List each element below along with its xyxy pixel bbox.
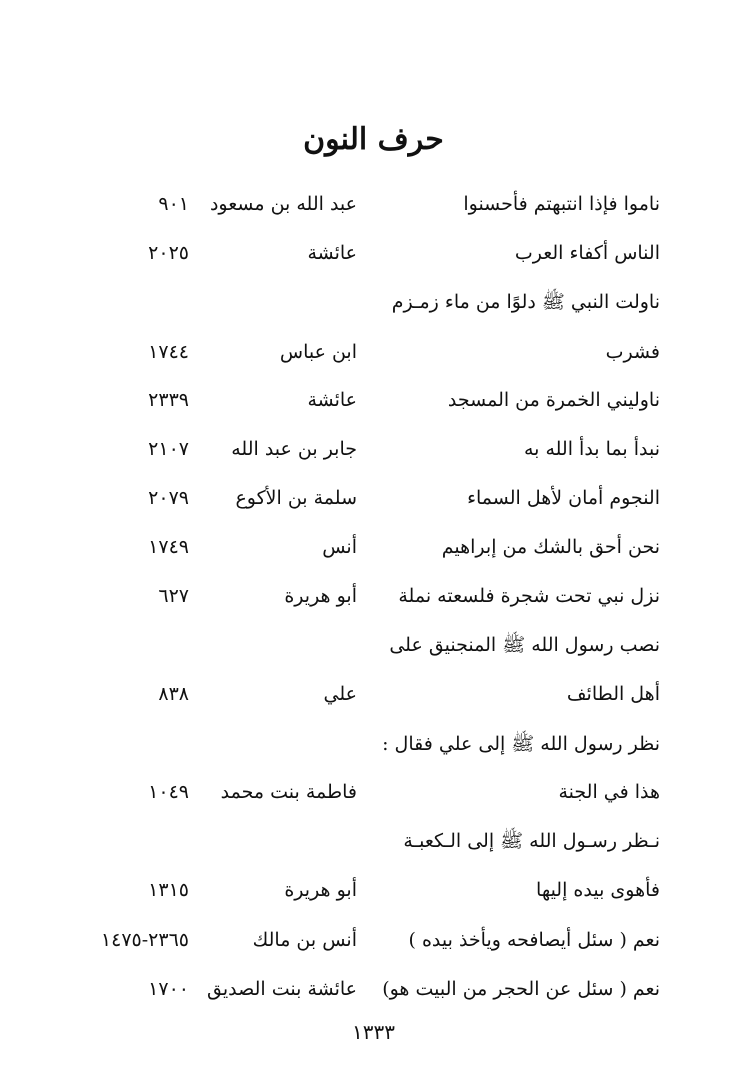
index-row — [0, 332, 747, 372]
index-row — [0, 184, 747, 224]
hadith-number: ٢٣٣٩ — [148, 389, 189, 411]
index-row — [0, 429, 747, 469]
hadith-number: ٢١٠٧ — [148, 438, 189, 460]
hadith-text: نظر رسول الله ﷺ إلى علي فقال : — [382, 733, 660, 755]
hadith-number: ٢٠٧٩ — [148, 487, 189, 509]
hadith-number: ١٧٤٤ — [148, 341, 189, 363]
narrator: أبو هريرة — [284, 585, 357, 607]
narrator: علي — [323, 683, 357, 705]
hadith-number: ٢٠٢٥ — [148, 242, 189, 264]
narrator: عائشة بنت الصديق — [207, 978, 357, 1000]
hadith-text: نحن أحق بالشك من إبراهيم — [441, 536, 660, 558]
index-row — [0, 870, 747, 910]
hadith-number: ٢٣٦٥-١٤٧٥ — [100, 929, 189, 951]
index-row — [0, 478, 747, 518]
index-row — [0, 576, 747, 616]
hadith-text: فشرب — [605, 341, 660, 363]
hadith-text: نزل نبي تحت شجرة فلسعته نملة — [398, 585, 660, 607]
hadith-number: ١٧٤٩ — [148, 536, 189, 558]
page-number: ١٣٣٣ — [352, 1020, 395, 1044]
index-row — [0, 772, 747, 812]
narrator: أنس — [322, 536, 357, 558]
hadith-number: ١٠٤٩ — [148, 781, 189, 803]
narrator: فاطمة بنت محمد — [220, 781, 357, 803]
index-row — [0, 920, 747, 960]
narrator: عائشة — [307, 389, 357, 411]
narrator: أبو هريرة — [284, 879, 357, 901]
hadith-number: ٦٢٧ — [158, 585, 189, 607]
narrator: جابر بن عبد الله — [231, 438, 357, 460]
index-row — [0, 724, 747, 764]
narrator: سلمة بن الأكوع — [235, 487, 357, 509]
hadith-text: ناوليني الخمرة من المسجد — [447, 389, 660, 411]
narrator: ابن عباس — [279, 341, 357, 363]
hadith-text: نـظر رسـول الله ﷺ إلى الـكعبـة — [403, 830, 660, 852]
hadith-number: ١٧٠٠ — [148, 978, 189, 1000]
index-row — [0, 527, 747, 567]
index-row — [0, 674, 747, 714]
index-row — [0, 821, 747, 861]
narrator: عائشة — [307, 242, 357, 264]
hadith-text: أهل الطائف — [566, 683, 660, 705]
hadith-text: نعم ( سئل أيصافحه ويأخذ بيده ) — [408, 929, 660, 951]
hadith-text: نبدأ بما بدأ الله به — [523, 438, 660, 460]
hadith-text: نعم ( سئل عن الحجر من البيت هو) — [382, 978, 660, 1000]
narrator: أنس بن مالك — [252, 929, 357, 951]
hadith-number: ٩٠١ — [158, 193, 189, 215]
index-row — [0, 969, 747, 1009]
narrator: عبد الله بن مسعود — [209, 193, 357, 215]
hadith-text: ناولت النبي ﷺ دلوًا من ماء زمـزم — [391, 291, 660, 313]
hadith-text: ناموا فإذا انتبهتم فأحسنوا — [463, 193, 660, 215]
index-row — [0, 625, 747, 665]
index-row — [0, 380, 747, 420]
hadith-text: هذا في الجنة — [558, 781, 660, 803]
hadith-text: الناس أكفاء العرب — [514, 242, 660, 264]
page-title: حرف النون — [303, 122, 444, 157]
hadith-text: فأهوى بيده إليها — [536, 879, 660, 901]
hadith-text: نصب رسول الله ﷺ المنجنيق على — [389, 634, 660, 656]
hadith-number: ٨٣٨ — [158, 683, 189, 705]
index-row — [0, 282, 747, 322]
index-row — [0, 233, 747, 273]
hadith-number: ١٣١٥ — [148, 879, 189, 901]
hadith-text: النجوم أمان لأهل السماء — [467, 487, 660, 509]
